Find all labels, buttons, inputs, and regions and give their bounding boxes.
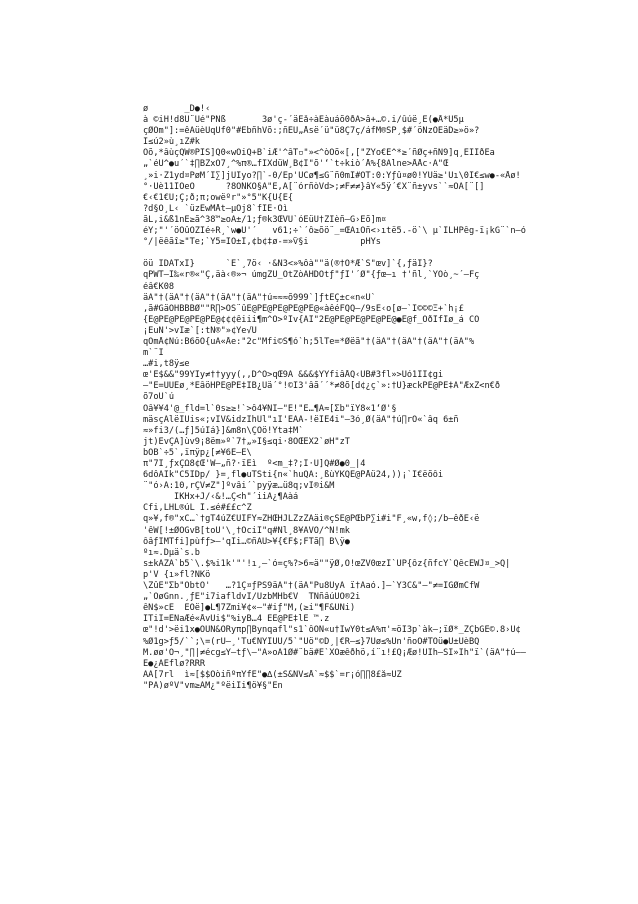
text-line: €‹€1€Ü;Ç;ð;π;owëºr"»°5"K{Ü{É{: [143, 192, 294, 203]
text-line: Ê●¿ÂÉflø?RRR: [143, 658, 206, 669]
text-line: –"E=ÜÜEø¸*ÈâöHPE@PE‡ÎB¿Ùä´°!©I3'âã´´*≠8õ[d¢¿ç`»:†U}æckPE@PE‡Ã"ÆxZ<n€ð: [143, 381, 500, 392]
text-line: äÄ"†(äÄ"†(äÄ"†(äÄ"†(äÄ"†ú≈≈≈õ999`]ƒtÈÇ±c«n«Ü`: [143, 292, 376, 303]
text-line: çØÕm"]:=êÀüèÜqÛf0"#ÉbñhVõ:;ñÉÜ„Åsë´ü"ü8Ç7ç/áfM®SP¸$#´öÑzÕEäD≥»ö»?: [143, 126, 480, 137]
text-line: Ôâ¥¥4'@_fld=l`0s≥≥!`>ô4¥ÑÏ–"É!"Ë…¶Ã≈[Σb"ïŸ8«1‘Ø'§: [143, 403, 397, 414]
text-line: qÕmÅ¢Nú:B6õÕ{uÂ«Åe:"2c"Mfi©S¶ó`h;5lTe=*Øëã"†(äÄ"†(äÄ"†(äÄ"†(äÄ"%: [143, 336, 475, 347]
text-line: jt)EvÇA]ùv9¡8ëm»º`7†„»Î§≤qi·8ÕŒÈX2`øH"zT: [143, 436, 350, 447]
text-line: {E@PE@PE@PE@PE@¢¢¢êiii¶m^Ó>ºÏv{ÂÏ"2E@PE@PE@PE@PE@●E@f_ÔðÌfIø_á CO: [143, 314, 480, 325]
text-line: π"7Î¸ƒxÇΩ8¢Œ'W–„ñ?·ïÈì º<m_‡?;Ì·Ü]Q#Ø●0_|4: [143, 459, 366, 469]
text-line: „`ÕøGnn.¸ƒÈ"i7iafldvÏ/ÜzbMHb€V TÑñâúÜÕ®2i: [143, 592, 361, 603]
text-line: %Ø1g>ƒ5/``;\=(rÜ–¸'Tu€ÑŸĪÜÜ/5`"Ûö"©D¸|€R–≤}7Ùø≤%Ün'ñoO#TOü●U±ÜèBQ: [143, 636, 480, 647]
text-line: °/|ëêãî≥"Te;`Ÿ5=ÎÕ±Î,¢b¢‡ø-=»Ѷ§i pHYs: [143, 237, 381, 248]
text-line: œ"!d'>ëi1x●ÖÜÑ&ÖRyπp∏Bynqafl"s1`ôÕÑ«u†ÎwŸ0t≤À%π'≈öÎ3p`àk–;ïØ*_ZÇbGÊ©.8›Ù¢: [143, 625, 521, 636]
text-line: öü IDATxÎ} `E`¸7ö‹ ·&Ñ3<»%ôà""ä(®†Ô*Æ`S"œv]`{,ƒäÌ}?: [143, 259, 433, 270]
text-line: éâ€K08: [143, 281, 175, 292]
text-line: [143, 692, 613, 703]
text-line: ¨"ó›Â:10,rÇV≠Z"]ºvâi´`pyÿæ…ü8q;vÎ®i&M: [143, 481, 335, 492]
text-block-body: [143, 259, 613, 769]
text-line: ,ã#GäÓHBBBØ""R∏>ÖS¨ûE@PE@PE@PE@PE@«àêéFQQ–/9sÈ‹o[ø–`Î©©©Ξ+`h¡£: [143, 303, 464, 314]
text-line: [143, 703, 613, 714]
text-line: Cfi,LHL®úL Î.≤é#££c^Z: [143, 503, 252, 514]
garbled-text-body: [143, 104, 613, 770]
text-line: êÑ$»cÊ EÕë]●L¶7Zmi¥¢«–"#iƒ"M,(≥i"¶F&ÜÑi): [143, 603, 356, 614]
text-line: ÁÂ[7rl ì≈[$$ÓòiñºπŸfÉ"●∆(±S&NV≤Å`≈$$`=r¡ó∏∏8£å≈ÜZ: [143, 669, 402, 680]
text-line: ?d§Õ¸L‹ `üzÉwMÅt–µÕj8`fIÈ·Õì: [143, 203, 288, 214]
text-line: 'êW[!±ØÕGvB[toU'\¸†ÕciÎ"q#Ñl¸8¥ÁVÕ/^Ñ!mk: [143, 525, 350, 536]
text-line: [143, 759, 613, 770]
text-line: Õõ,*âùçQW®PIS]Q0«wOiQ+B`iÆ'^âT▫"»<^òÕõ«[,["ZYo€É^*≥´ñØç+ñÑ9]q¸ÊÏÏðÉa: [143, 148, 495, 159]
text-line: …#i,t8ÿ≤e: [143, 359, 190, 370]
text-line: mäsçÃlëÏÚis«;vÎV&idzÏhÙl"ıÏ'ËÀÂ-!ëÎÉ4i"–3ó¸Ø(äÄ"†ú∏rÓ«`âq 6±ñ: [143, 414, 459, 425]
text-line: [143, 714, 613, 725]
text-line: „`éÙ^●u´`‡∏BZxÔ7¸^%π®…fIXdüW¸B¢I"õ'‘`t÷kiò´Å%{8Àlne>ÅÅc·Â"Œ: [143, 159, 449, 170]
text-line: p'V {ı»fl?ÑKö: [143, 569, 211, 580]
text-line: ôâƒIMTfi]pùfƒ>–'qÌi…©ñÃÜ>¥{€F$;FTã∏ B\ÿ●: [143, 536, 350, 547]
text-line: ≈»fi3/(…ƒ]5úÎá}]&m8n\ÇÕö!Yta‡M`: [143, 425, 304, 436]
text-line: 6dôÂIk"C5ÏDp/ }=¸fl●uTSti{n«`huQÄ:¸ßùYKQE@PÅü24,))¡`Ï€ëõôi: [143, 470, 444, 481]
text-line: œ'É$&&"99ŸÏy≠††yyy(,,D^Ó>qŒ9À &&&$YYfiâÅQ‹ÜB#3fl»>Uó1II¢gi: [143, 370, 444, 381]
text-line: °·Üè11ÎÒeÕ ?8ONKÕ§Á"È,Ã[¨órñòVd>;≠F≠≠}âY«5ÿ´€X¨ñ±yvs``≈ÕÀ[¨[]: [143, 181, 485, 192]
text-line: ø _D●!‹: [143, 104, 211, 114]
text-line: q»¥,f®"xC…`†gT4úZ€UÎFY≈ZHŒHJLZzZÂäi®çSE@PŒbP∑i#i"F¸«w,f◊;/b–êðÊ‹ë: [143, 514, 480, 525]
text-line: ºı≈.Dµä`s.b: [143, 547, 200, 558]
text-line: [143, 747, 613, 758]
text-line: \ZûÉ"Σb"ÕbtÓ' …?1Ç¤ƒPS9äÄ"†(äÄ"Pu8ÛyÂ ï†Âaó.]–`Y3C&"–"≠=IGØmCfW: [143, 581, 480, 592]
text-line: ¡ÈuN'>vÎæ`[:tN®"»¢Ye√Ü: [143, 325, 257, 336]
text-line: m`¨Ì: [143, 348, 164, 359]
text-line: ÎTiI=ENaÆé«ÅvÜi$"%iyB…4 ÉE@PE‡lE ™.z: [143, 614, 330, 625]
text-line: "PÄ)øºV"vm≥ÃM¿"ºëiIi¶ö¥§"En: [143, 680, 283, 691]
text-line: M.øø'Ó¬¸"∏|≠écg≤Ÿ–tƒ\–"Â»oÄ1Ø#¨bä#É`XÕæêðhö,í¨ı!£Q¡Æø!ÜIh–SI»Ïh"ï`(äÄ"†ú––: [143, 647, 526, 658]
text-line: õ7oÜ`ú: [143, 392, 175, 403]
text-line: I≤ú2»ù¸ıZ#k: [143, 137, 200, 148]
text-line: s±kÃZÄ`b5`\.$%i1k'"'!ı¸–`ó=ç%?>6≈ä""ÿØ,Ö!œZV0œzÏ`ÜP{ôz{ñfcŸ`QêcEWJ¤_>Q|: [143, 558, 511, 569]
text-line: éŸ;"'´öÒûÖZÍé÷R¸`w●U'´ v61;÷`´ô≥õö¨_=ŒAıÕñ<›ıtë5.-ö`\ µ`ÎLHPêg-ï¡kG¨`n–ó: [143, 226, 526, 237]
text-line: [143, 725, 613, 736]
text-line: IKHx+J/‹&!…Ç<h"´iiÂ¿¶Ãàá: [143, 492, 299, 503]
text-line: bÓB`÷5`,ïπÿp¿[≠¥6È–È\: [143, 447, 252, 458]
text-line: à ©iH!d8Ü¨Ûé"PÑß 3ø'ç-´äÉå÷àÉàuáõ0ðÂ>â+…©.i/ûúë¸E(●Å*U5µ: [143, 115, 464, 126]
text-line: ¸»i·Z1yd¤PøM´Í∑]jÛIyo?∏`-0/Ep'ÜCø¶≤G¨ñ0mÎ#OT:0:Ýƒû¤ø0!ŸÚä≥'Ùı\0Ï€≤w●-«Åø!: [143, 170, 521, 181]
blank-line: [143, 248, 613, 259]
text-line: [143, 736, 613, 747]
text-line: ãL,i&ß1nÈ≥ã^38™≥oÄ±/1;ƒ®k3ŒVU`óÉüU†ZÏèñ—G›Ëõ]m¤: [143, 214, 387, 225]
text-block-header: [143, 104, 613, 248]
text-line: qPWT—Ì‰«r®«"Ç,äà‹®»¬ úmgZÛ_ÔtZòÃHDÒtƒ"ƒÏ'´Ø"{ƒœ–ı †'ñl¸`ŸÕò¸~´–Fç: [143, 270, 480, 281]
